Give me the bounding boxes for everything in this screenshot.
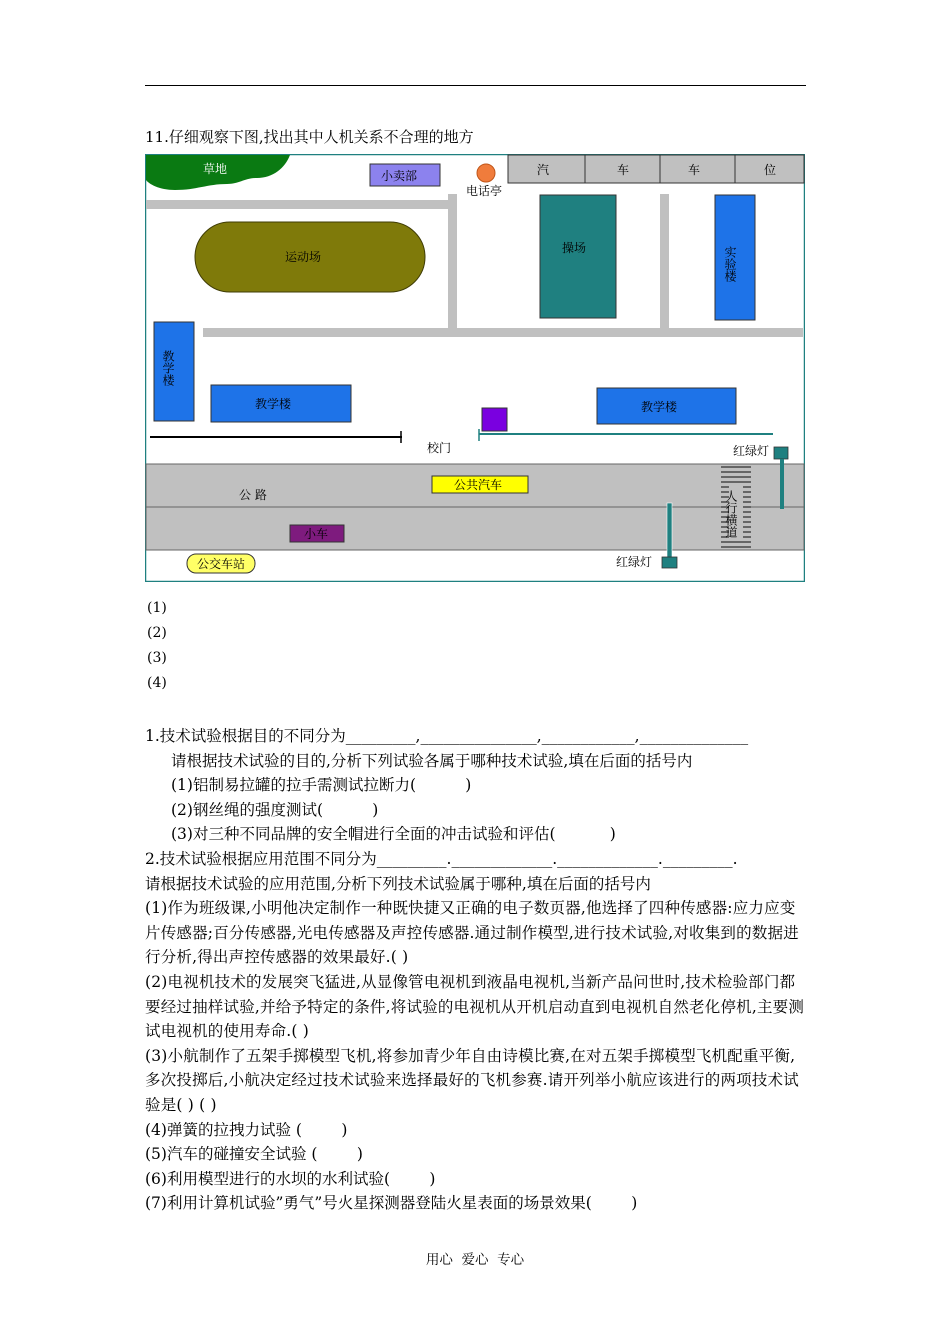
bus-stop-label: 公交车站: [197, 557, 246, 571]
header-rule: [145, 85, 806, 86]
guard-box: [482, 408, 507, 431]
traffic-light-bottom-label: 红绿灯: [616, 555, 653, 569]
answer-line-4: (4): [147, 675, 167, 691]
grass-label: 草地: [203, 162, 228, 176]
q2-instruction: 请根据技术试验的应用范围,分析下列技术试验属于哪种,填在后面的括号内: [145, 874, 651, 893]
q2-heading: 2.技术试验根据应用范围不同分为_________._____________._____________._________.: [145, 849, 738, 868]
sports-field: [195, 222, 425, 292]
q1-item-3: (3)对三种不同品牌的安全帽进行全面的冲击试验和评估( ): [171, 825, 616, 844]
parking-label-4: 位: [764, 163, 777, 177]
teaching-building-vertical: [154, 322, 194, 421]
traffic-light-top-label: 红绿灯: [733, 444, 770, 458]
teaching-building-right-label: 教学楼: [641, 400, 678, 414]
shop: [370, 164, 440, 186]
parking-label-1: 汽: [537, 163, 550, 177]
teaching-building-vertical-label: 教学楼: [161, 350, 175, 386]
answer-line-1: (1): [147, 600, 167, 616]
q2-item-3: (3)小航制作了五架手掷模型飞机,将参加青少年自由诗模比赛,在对五架手掷模型飞机配重平衡,多次投掷后,小航决定经过技术试验来选择最好的飞机参赛.请开列举小航应该进行的两项技术试验是( ) ( ): [145, 1046, 799, 1114]
teaching-building-left-label: 教学楼: [255, 397, 292, 411]
parking-spaces: [508, 155, 804, 183]
school-gate-label: 校门: [427, 441, 452, 455]
road-label: 公 路: [239, 488, 267, 502]
teaching-building-right: [597, 388, 736, 424]
crosswalk-label: 人行横道: [724, 490, 738, 538]
q1-heading: 1.技术试验根据目的不同分为_________,_______________,____________,______________: [145, 727, 749, 745]
q2-item-2: (2)电视机技术的发展突飞猛进,从显像管电视机到液晶电视机,当新产品问世时,技术检验部门都要经过抽样试验,并给予特定的条件,将试验的电视机从开机启动直到电视机自然老化停机,主要测试电视机的使用寿命.( ): [145, 972, 805, 1041]
q2-item-1: (1)作为班级课,小明他决定制作一种既快捷又正确的电子数页器,他选择了四种传感器:应力应变片传感器;百分传感器,光电传感器及声控传感器.通过制作模型,进行技术试验,对收集到的数据进行分析,得出声控传感器的效果最好.( ): [145, 899, 799, 967]
answer-line-2: (2): [147, 625, 167, 641]
playground-label: 操场: [562, 241, 587, 255]
q2-item-4: (4)弹簧的拉拽力试验 ( ): [145, 1120, 348, 1139]
public-bus-label: 公共汽车: [454, 478, 503, 492]
q1-item-2: (2)钢丝绳的强度测试( ): [171, 800, 379, 819]
page-footer: 用心 爱心 专心: [425, 1252, 525, 1268]
shop-label: 小卖部: [381, 169, 418, 183]
phone-booth-label: 电话亭: [466, 184, 503, 198]
public-bus: [432, 476, 528, 493]
playground: [540, 195, 616, 318]
parking-label-3: 车: [688, 163, 701, 177]
lab-building-label: 实验楼: [723, 246, 737, 282]
parking-label-2: 车: [617, 163, 630, 177]
small-car: [290, 525, 344, 542]
campus-map: [145, 154, 805, 582]
answer-line-3: (3): [147, 650, 167, 666]
sports-field-label: 运动场: [285, 250, 322, 264]
bus-stop: [187, 554, 255, 573]
q1-instruction: 请根据技术试验的目的,分析下列试验各属于哪种技术试验,填在后面的括号内: [171, 751, 693, 770]
lab-building: [715, 195, 755, 320]
question-11-title: 11.仔细观察下图,找出其中人机关系不合理的地方: [145, 128, 474, 146]
question-body: [145, 724, 810, 1216]
teaching-building-left: [211, 385, 351, 422]
q2-item-7: (7)利用计算机试验”勇气”号火星探测器登陆火星表面的场景效果( ): [145, 1194, 638, 1213]
q2-item-6: (6)利用模型进行的水坝的水利试验( ): [145, 1169, 436, 1188]
q2-item-5: (5)汽车的碰撞安全试验 ( ): [145, 1145, 363, 1164]
q1-item-1: (1)铝制易拉罐的拉手需测试拉断力( ): [171, 776, 472, 795]
small-car-label: 小车: [304, 527, 329, 541]
